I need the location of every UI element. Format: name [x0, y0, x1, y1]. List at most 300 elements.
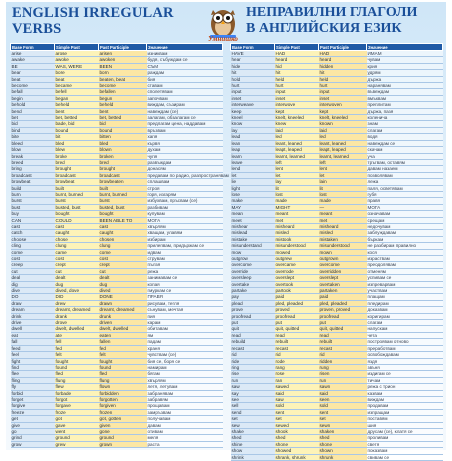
past-participle-cell: begun [99, 95, 147, 101]
past-participle-cell: mown [319, 249, 367, 255]
meaning-cell: участвам [367, 288, 443, 294]
base-form-cell: shake [231, 428, 275, 434]
simple-past-cell: drank [55, 313, 99, 319]
meaning-cell: пия [147, 313, 223, 319]
meaning-cell: меля [147, 435, 223, 441]
base-form-cell: cast [11, 223, 55, 229]
base-form-cell: keep [231, 108, 275, 114]
meaning-cell: сполетявам [147, 89, 223, 95]
meaning-cell: рисувам, тегля [147, 300, 223, 306]
simple-past-cell: broadcast [55, 172, 99, 178]
past-participle-cell: fled [99, 371, 147, 377]
base-form-cell: pay [231, 294, 275, 300]
past-participle-cell: shed [319, 435, 367, 441]
meaning-cell: звъня [367, 364, 443, 370]
simple-past-cell: proofread [275, 313, 319, 319]
simple-past-cell: awoke [55, 57, 99, 63]
past-participle-cell: BEEN [99, 63, 147, 69]
simple-past-cell: drew [55, 300, 99, 306]
base-form-cell: hit [231, 70, 275, 76]
past-participle-cell: got, gotten [99, 416, 147, 422]
past-participle-cell: broadcast [99, 172, 147, 178]
past-participle-cell: overcome [319, 262, 367, 268]
meaning-cell: крия [367, 63, 443, 69]
meaning-cell: гмуркам се [147, 288, 223, 294]
past-participle-cell: beheld [99, 102, 147, 108]
simple-past-cell: lay [275, 179, 319, 185]
base-form-cell: lose [231, 191, 275, 197]
base-form-cell: find [11, 364, 55, 370]
simple-past-cell: got [55, 416, 99, 422]
past-participle-cell: grown [99, 441, 147, 447]
base-form-cell: feel [11, 352, 55, 358]
meaning-cell: отменям [367, 268, 443, 274]
past-participle-cell: led [319, 134, 367, 140]
header-base-form: Base Form [11, 44, 55, 51]
simple-past-cell: partook [275, 288, 319, 294]
meaning-cell: давам [147, 422, 223, 428]
base-form-cell: dig [11, 281, 55, 287]
simple-past-cell: felt [55, 352, 99, 358]
base-form-cell: light [231, 185, 275, 191]
base-form-cell: interweave [231, 102, 275, 108]
past-participle-cell: bound [99, 127, 147, 133]
base-form-cell: input [231, 89, 275, 95]
simple-past-cell: grew [55, 441, 99, 447]
simple-past-cell: fled [55, 371, 99, 377]
meaning-cell: недочувам [367, 223, 443, 229]
simple-past-cell: cut [55, 268, 99, 274]
simple-past-cell: hurt [275, 83, 319, 89]
base-form-cell: override [231, 268, 275, 274]
simple-past-cell: dived, dove [55, 288, 99, 294]
simple-past-cell: hid [275, 63, 319, 69]
base-form-cell: bite [11, 134, 55, 140]
base-form-cell: lean [231, 140, 275, 146]
meaning-cell: летя, летувам [147, 384, 223, 390]
past-participle-cell: overridden [319, 268, 367, 274]
simple-past-cell: beat [55, 76, 99, 82]
base-form-cell: dream [11, 307, 55, 313]
meaning-cell: прощавам [147, 403, 223, 409]
past-participle-cell: quit, quitted [319, 326, 367, 332]
simple-past-cell: bet, betted [55, 115, 99, 121]
past-participle-cell: fed [99, 345, 147, 351]
past-participle-cell: burst [99, 198, 147, 204]
base-form-cell: read [231, 332, 275, 338]
meaning-cell: слагам [367, 127, 443, 133]
past-participle-cell: run [319, 377, 367, 383]
simple-past-cell: dreamt, dreamed [55, 307, 99, 313]
simple-past-cell: caught [55, 230, 99, 236]
past-participle-cell: risen [319, 371, 367, 377]
meaning-cell: коригирам [367, 313, 443, 319]
base-form-cell: cling [11, 243, 55, 249]
meaning-cell: освобождавам [367, 352, 443, 358]
past-participle-cell: cost [99, 256, 147, 262]
base-form-cell: grow [11, 441, 55, 447]
past-participle-cell: arisen [99, 51, 147, 57]
past-participle-cell: crept [99, 262, 147, 268]
meaning-cell: наранявам [367, 83, 443, 89]
meaning-cell: МОГА [367, 204, 443, 210]
base-form-cell: BE [11, 63, 55, 69]
past-participle-cell: given [99, 422, 147, 428]
past-participle-cell: lit [319, 185, 367, 191]
meaning-cell: будя, събуждам се [147, 57, 223, 63]
title-bulgarian-line-1: НЕПРАВИЛНИ ГЛАГОЛИ [246, 5, 418, 20]
simple-past-cell: overrode [275, 268, 319, 274]
simple-past-cell: cast [55, 223, 99, 229]
past-participle-cell: bent [99, 108, 147, 114]
meaning-cell: преработвам [367, 345, 443, 351]
meaning-cell: издигам се [367, 371, 443, 377]
base-form-cell: eat [11, 332, 55, 338]
simple-past-cell: crept [55, 262, 99, 268]
meaning-cell: паля, осветявам [367, 185, 443, 191]
past-participle-cell: cut [99, 268, 147, 274]
past-participle-cell: proven, proved [319, 307, 367, 313]
base-form-cell: drink [11, 313, 55, 319]
header-simple-past: Simple Past [55, 44, 99, 51]
meaning-cell: хвърлям [147, 377, 223, 383]
base-form-cell: ride [231, 358, 275, 364]
simple-past-cell: heard [275, 57, 319, 63]
base-form-cell: shed [231, 435, 275, 441]
past-participle-cell: fought [99, 358, 147, 364]
base-form-cell: break [11, 153, 55, 159]
page-title-english [12, 5, 192, 37]
past-participle-cell: forgiven [99, 403, 147, 409]
base-form-cell: kneel [231, 115, 275, 121]
meaning-cell: чета [367, 332, 443, 338]
meaning-cell: поставям [367, 416, 443, 422]
base-form-cell: bring [11, 166, 55, 172]
base-form-cell: creep [11, 262, 55, 268]
base-form-cell: hurt [231, 83, 275, 89]
past-participle-cell: ground [99, 435, 147, 441]
base-form-cell: HAVE [231, 51, 275, 57]
past-participle-cell: blown [99, 147, 147, 153]
simple-past-cell: mistook [275, 236, 319, 242]
meaning-cell: знам [367, 121, 443, 127]
meaning-cell: свивам се [367, 454, 443, 460]
header-meaning: Значение [147, 44, 223, 51]
simple-past-cell: overcame [275, 262, 319, 268]
meaning-cell: развъждам [147, 159, 223, 165]
past-participle-cell: ridden [319, 358, 367, 364]
meaning-cell: горя, изгарям [147, 191, 223, 197]
simple-past-cell: blew [55, 147, 99, 153]
simple-past-cell: burnt, burned [55, 191, 99, 197]
past-participle-cell: bled [99, 140, 147, 146]
meaning-cell: чупя [147, 153, 223, 159]
meaning-cell: въвеждам [367, 89, 443, 95]
meaning-cell: държа, пазя [367, 108, 443, 114]
simple-past-cell: dug [55, 281, 99, 287]
past-participle-cell: lent [319, 166, 367, 172]
base-form-cell: bear [11, 70, 55, 76]
meaning-cell: тичам [367, 377, 443, 383]
meaning-cell: бъркам [367, 236, 443, 242]
base-form-cell: know [231, 121, 275, 127]
simple-past-cell: sold [275, 403, 319, 409]
simple-past-cell: gave [55, 422, 99, 428]
past-participle-cell: browbeaten [99, 179, 147, 185]
past-participle-cell: rid [319, 352, 367, 358]
simple-past-cell: paid [275, 294, 319, 300]
simple-past-cell: clung [55, 243, 99, 249]
past-participle-cell: flown [99, 384, 147, 390]
base-form-cell: buy [11, 211, 55, 217]
simple-past-cell: sawed [275, 384, 319, 390]
simple-past-cell: bred [55, 159, 99, 165]
past-participle-cell: — [319, 204, 367, 210]
past-participle-cell: driven [99, 320, 147, 326]
meaning-cell: плащам [367, 294, 443, 300]
meaning-cell: изпращам [367, 409, 443, 415]
past-participle-cell: dreamt, dreamed [99, 307, 147, 313]
base-form-cell: blow [11, 147, 55, 153]
simple-past-cell: shrank, shrunk [275, 454, 319, 460]
meaning-cell: хващам, улавям [147, 230, 223, 236]
header-past-participle: Past Participle [99, 44, 147, 51]
past-participle-cell: rung [319, 364, 367, 370]
base-form-cell: quit [231, 326, 275, 332]
simple-past-cell: brought [55, 166, 99, 172]
past-participle-cell: forbidden [99, 390, 147, 396]
base-form-cell: rid [231, 352, 275, 358]
base-form-cell: bet [11, 115, 55, 121]
simple-past-cell: bit [55, 134, 99, 140]
simple-past-cell: outgrew [275, 256, 319, 262]
simple-past-cell: set [275, 416, 319, 422]
base-form-cell: cut [11, 268, 55, 274]
simple-past-cell: rang [275, 364, 319, 370]
meaning-cell: ям [147, 332, 223, 338]
past-participle-cell: overslept [319, 275, 367, 281]
base-form-cell: mistake [231, 236, 275, 242]
past-participle-cell: made [319, 198, 367, 204]
base-form-cell: beat [11, 76, 55, 82]
meaning-cell: връзвам [147, 127, 223, 133]
base-form-cell: overcome [231, 262, 275, 268]
past-participle-cell: recast [319, 345, 367, 351]
meaning-cell: карам [147, 320, 223, 326]
simple-past-cell: saw [275, 396, 319, 402]
meaning-cell: хапя [147, 134, 223, 140]
meaning-cell: прилепвам, придържам се [147, 243, 223, 249]
simple-past-cell: meant [275, 211, 319, 217]
meaning-cell: кървя [147, 140, 223, 146]
meaning-cell: израствам [367, 256, 443, 262]
simple-past-cell: dealt [55, 275, 99, 281]
past-participle-cell: seen [319, 396, 367, 402]
past-participle-cell: interwoven [319, 102, 367, 108]
meaning-cell: отивам [147, 428, 223, 434]
base-form-cell: rebuild [231, 339, 275, 345]
table-row [11, 441, 223, 447]
simple-past-cell: became [55, 83, 99, 89]
simple-past-cell: dwelt, dwelled [55, 326, 99, 332]
base-form-cell: mishear [231, 223, 275, 229]
base-form-cell: lend [231, 166, 275, 172]
base-form-cell: awake [11, 57, 55, 63]
base-form-cell: feed [11, 345, 55, 351]
meaning-cell: сплашвам [147, 179, 223, 185]
past-participle-cell: misled [319, 230, 367, 236]
past-participle-cell: mistaken [319, 236, 367, 242]
table-header-row [11, 44, 223, 51]
base-form-cell: shrink [231, 454, 275, 460]
base-form-cell: breed [11, 159, 55, 165]
simple-past-cell: laid [275, 127, 319, 133]
simple-past-cell: burst [55, 198, 99, 204]
meaning-cell: ставам [147, 83, 223, 89]
simple-past-cell: lent [275, 166, 319, 172]
meaning-cell: МОГА [147, 217, 223, 223]
meaning-cell: успивам се [367, 275, 443, 281]
base-form-cell: freeze [11, 409, 55, 415]
simple-past-cell: bought [55, 211, 99, 217]
base-form-cell: broadcast [11, 172, 55, 178]
page-title-bulgarian [246, 5, 442, 37]
base-form-cell: grind [11, 435, 55, 441]
meaning-cell: избухвам, пръсвам (се) [147, 198, 223, 204]
meaning-cell: губя [367, 191, 443, 197]
base-form-cell: partake [231, 288, 275, 294]
meaning-cell: преплитам [367, 102, 443, 108]
past-participle-cell: eaten [99, 332, 147, 338]
base-form-cell: learn [231, 153, 275, 159]
base-form-cell: see [231, 396, 275, 402]
simple-past-cell: beheld [55, 102, 99, 108]
simple-past-cell: broke [55, 153, 99, 159]
past-participle-cell: clung [99, 243, 147, 249]
base-form-cell: proofread [231, 313, 275, 319]
simple-past-cell: quit, quitted [275, 326, 319, 332]
simple-past-cell: inset [275, 95, 319, 101]
base-form-cell: put [231, 320, 275, 326]
simple-past-cell: came [55, 249, 99, 255]
simple-past-cell: read [275, 332, 319, 338]
meaning-cell: виждам [367, 396, 443, 402]
meaning-cell: пледирам [367, 300, 443, 306]
simple-past-cell: fought [55, 358, 99, 364]
past-participle-cell: met [319, 217, 367, 223]
meaning-cell: раста [147, 441, 223, 447]
past-participle-cell: bitten [99, 134, 147, 140]
past-participle-cell: dealt [99, 275, 147, 281]
past-participle-cell: partaken [319, 288, 367, 294]
base-form-cell: make [231, 198, 275, 204]
past-participle-cell: known [319, 121, 367, 127]
simple-past-cell: knelt, kneeled [275, 115, 319, 121]
simple-past-cell: overslept [275, 275, 319, 281]
meaning-cell: бия се, боря се [147, 358, 223, 364]
base-form-cell: forgive [11, 403, 55, 409]
base-form-cell: inset [231, 95, 275, 101]
past-participle-cell: input [319, 89, 367, 95]
meaning-cell: замръзвам [147, 409, 223, 415]
past-participle-cell: caught [99, 230, 147, 236]
simple-past-cell: rid [275, 352, 319, 358]
simple-past-cell: forbade [55, 390, 99, 396]
meaning-cell: чувствам (се) [147, 352, 223, 358]
past-participle-cell: heard [319, 57, 367, 63]
past-participle-cell: flung [99, 377, 147, 383]
base-form-cell: arise [11, 51, 55, 57]
meaning-cell: виждам, съзирам [147, 102, 223, 108]
header-past-participle: Past Participle [319, 44, 367, 51]
past-participle-cell: bid [99, 121, 147, 127]
past-participle-cell: sawn [319, 384, 367, 390]
past-participle-cell: burnt, burned [99, 191, 147, 197]
simple-past-cell: DID [55, 294, 99, 300]
meaning-cell: пълзя [147, 262, 223, 268]
meaning-cell: чувам [367, 57, 443, 63]
meaning-cell: започвам [147, 95, 223, 101]
past-participle-cell: set [319, 416, 367, 422]
meaning-cell: СЪМ [147, 63, 223, 69]
past-participle-cell: said [319, 390, 367, 396]
meaning-cell: струвам [147, 256, 223, 262]
past-participle-cell: leapt, leaped [319, 147, 367, 153]
meaning-cell: държа [367, 76, 443, 82]
simple-past-cell: interwove [275, 102, 319, 108]
past-participle-cell: left [319, 159, 367, 165]
simple-past-cell: misunderstood [275, 243, 319, 249]
base-form-cell: dive [11, 288, 55, 294]
simple-past-cell: ran [275, 377, 319, 383]
header-meaning: Значение [367, 44, 443, 51]
past-participle-cell: proofread [319, 313, 367, 319]
simple-past-cell: shed [275, 435, 319, 441]
meaning-cell: режа [147, 268, 223, 274]
base-form-cell: DO [11, 294, 55, 300]
past-participle-cell: sewn [319, 422, 367, 428]
base-form-cell: behold [11, 102, 55, 108]
base-form-cell: saw [231, 384, 275, 390]
past-participle-cell: gone [99, 428, 147, 434]
base-form-cell: burst [11, 198, 55, 204]
past-participle-cell: built [99, 185, 147, 191]
past-participle-cell: shrunk [319, 454, 367, 460]
base-form-cell: flee [11, 371, 55, 377]
meaning-cell: удрям [367, 70, 443, 76]
simple-past-cell: bound [55, 127, 99, 133]
meaning-cell: донасям [147, 166, 223, 172]
simple-past-cell: rode [275, 358, 319, 364]
meaning-cell: намирам [147, 364, 223, 370]
meaning-cell: получавам [147, 416, 223, 422]
base-form-cell: leap [231, 147, 275, 153]
meaning-cell: предлагам цена, наддавам [147, 121, 223, 127]
base-form-cell: shine [231, 441, 275, 447]
past-participle-cell: found [99, 364, 147, 370]
title-english-line-2: VERBS [12, 21, 62, 37]
past-participle-cell: busted, bust [99, 204, 147, 210]
title-english-line-1: ENGLISH IRREGULAR [12, 5, 174, 21]
base-form-cell: bid [11, 121, 55, 127]
base-form-cell: draw [11, 300, 55, 306]
base-form-cell: lead [231, 134, 275, 140]
meaning-cell: давам назаем [367, 166, 443, 172]
past-participle-cell: held [319, 76, 367, 82]
base-form-cell: fall [11, 339, 55, 345]
past-participle-cell: fallen [99, 339, 147, 345]
past-participle-cell: become [99, 83, 147, 89]
